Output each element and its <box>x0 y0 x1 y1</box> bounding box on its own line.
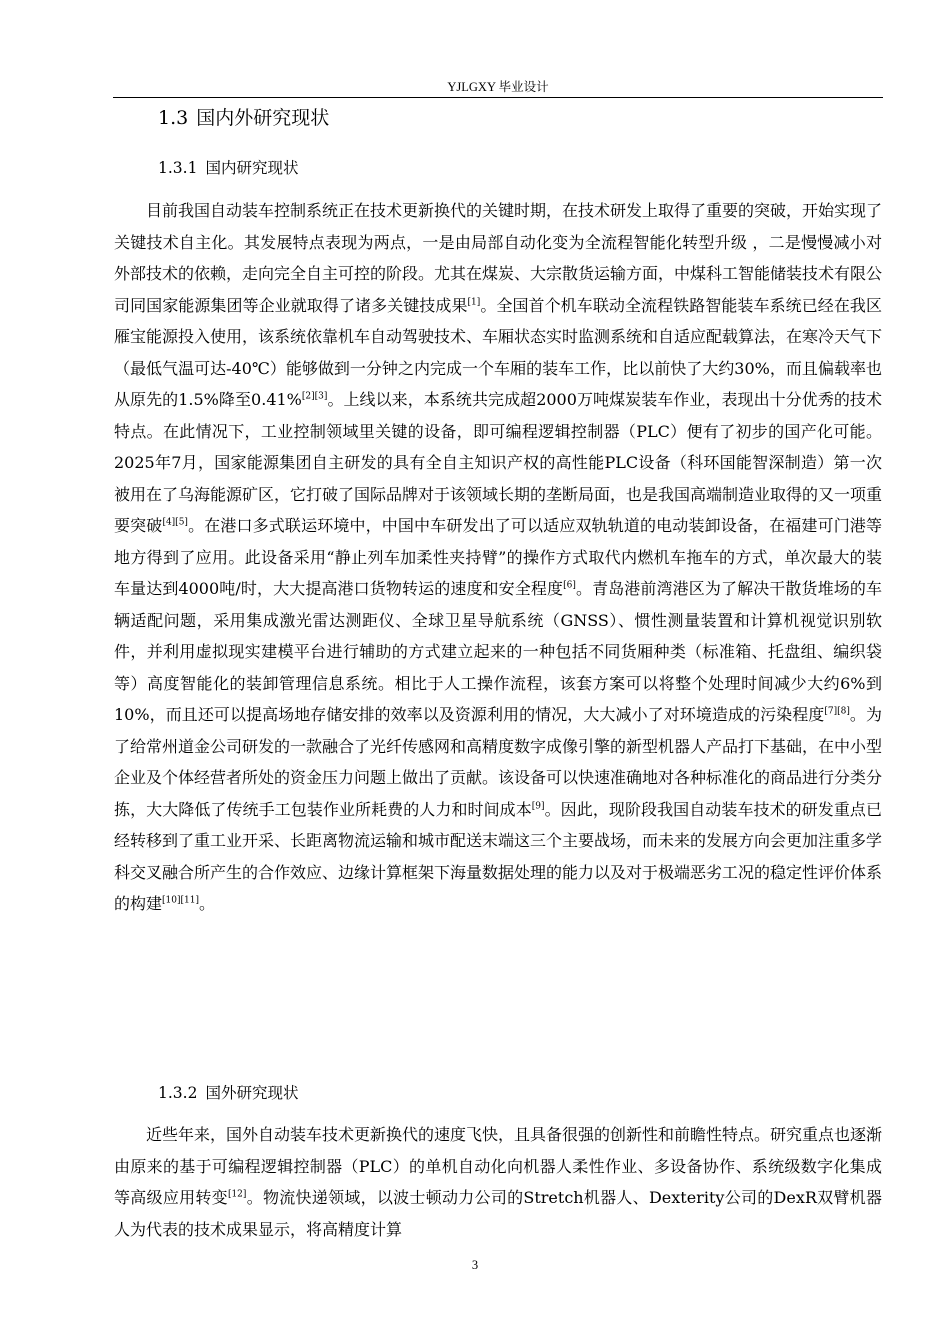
citation: [6] <box>563 580 576 591</box>
header-rule <box>113 97 883 98</box>
citation: [7][8] <box>824 706 850 717</box>
subsection-number: 1.3.2 <box>158 1084 198 1102</box>
page-header: YJLGXY 毕业设计 <box>447 80 549 94</box>
section-number: 1.3 <box>158 107 189 129</box>
paragraph-foreign <box>114 1119 882 1245</box>
text-run: 近些年来，国外自动装车技术更新换代的速度飞快，且具备很强的创新性和前瞻性特点。研究重点也逐渐由原来的基于可编程逻辑控制器（PLC）的单机自动化向机器人柔性作业、多设备协作、系统级数字化集成等高级应用转变 <box>114 1125 883 1207</box>
text-run: 。 <box>198 894 215 913</box>
page-number: 3 <box>471 1258 479 1272</box>
text-run: 。在港口多式联运环境中，中国中车研发出了可以适应双轨轨道的电动装卸设备，在福建可门港等地方得到了应用。此设备采用“静止列车加柔性夹持臂”的操作方式取代内燃机车拖车的方式，单次最大的装车量达到4000吨/时，大大提高港口货物转运的速度和安全程度 <box>114 516 882 598</box>
text-run: 。上线以来，本系统共完成超2000万吨煤炭装车作业，表现出十分优秀的技术特点。在此情况下，工业控制领域里关键的设备，即可编程逻辑控制器（PLC）便有了初步的国产化可能。2025年7月，国家能源集团自主研发的具有全自主知识产权的高性能PLC设备（科环国能智深制造）第一次被用在了乌海能源矿区，它打破了国际品牌对于该领域长期的垄断局面，也是我国高端制造业取得的又一项重要突破 <box>114 390 883 535</box>
citation: [10][11] <box>162 895 199 906</box>
citation: [12] <box>227 1189 247 1200</box>
citation: [1] <box>467 297 481 308</box>
section-heading <box>158 105 329 131</box>
text-run: 。物流快递领域，以波士顿动力公司的Stretch机器人、Dexterity公司的DexR双臂机器人为代表的技术成果显示，将高精度计算 <box>114 1188 882 1239</box>
text-run: 目前我国自动装车控制系统正在技术更新换代的关键时期，在技术研发上取得了重要的突破，开始实现了关键技术自主化。其发展特点表现为两点，一是由局部自动化变为全流程智能化转型升级 ，二是慢慢减小对外部技术的依赖，走向完全自主可控的阶段。尤其在煤炭、大宗散货运输方面，中煤科工智能储装技术有限公司同国家能源集团等企业就取得了诸多关键技成果 <box>114 201 883 315</box>
text-run: 。青岛港前湾港区为了解决干散货堆场的车辆适配问题，采用集成激光雷达测距仪、全球卫星导航系统（GNSS）、惯性测量装置和计算机视觉识别软件，并利用虚拟现实建模平台进行辅助的方式建立起来的一种包括不同货厢种类（标准箱、托盘组、编织袋等）高度智能化的装卸管理信息系统。相比于人工操作流程，该套方案可以将整个处理时间减少大约6%到10%，而且还可以提高场地存储安排的效率以及资源利用的情况，大大减小了对环境造成的污染程度 <box>114 579 882 724</box>
subsection-heading-domestic <box>158 157 298 179</box>
subsection-title: 国外研究现状 <box>205 1084 299 1102</box>
text-run: 。为了给常州道金公司研发的一款融合了光纤传感网和高精度数字成像引擎的新型机器人产品打下基础，在中小型企业及个体经营者所处的资金压力问题上做出了贡献。该设备可以快速准确地对各种标准化的商品进行分类分拣，大大降低了传统手工包装作业所耗费的人力和时间成本 <box>114 705 883 819</box>
subsection-heading-foreign <box>158 1082 298 1104</box>
text-run: 。全国首个机车联动全流程铁路智能装车系统已经在我区雁宝能源投入使用，该系统依靠机车自动驾驶技术、车厢状态实时监测系统和自适应配载算法，在寒冷天气下（最低气温可达-40℃）能够做到一分钟之内完成一个车厢的装车工作，比以前快了大约30%，而且偏载率也从原先的1.5%降至0.41% <box>114 295 883 409</box>
subsection-title: 国内研究现状 <box>205 159 299 177</box>
paragraph-domestic <box>114 195 882 920</box>
text-run: 。因此，现阶段我国自动装车技术的研发重点已经转移到了重工业开采、长距离物流运输和城市配送末端这三个主要战场，而未来的发展方向会更加注重多学科交叉融合所产生的合作效应、边缘计算框架下海量数据处理的能力以及对于极端恶劣工况的稳定性评价体系的构建 <box>114 799 883 913</box>
citation: [4][5] <box>162 517 188 528</box>
subsection-number: 1.3.1 <box>158 159 198 177</box>
citation: [2][3] <box>301 391 328 402</box>
citation: [9] <box>531 801 545 812</box>
section-title: 国内外研究现状 <box>196 107 330 129</box>
